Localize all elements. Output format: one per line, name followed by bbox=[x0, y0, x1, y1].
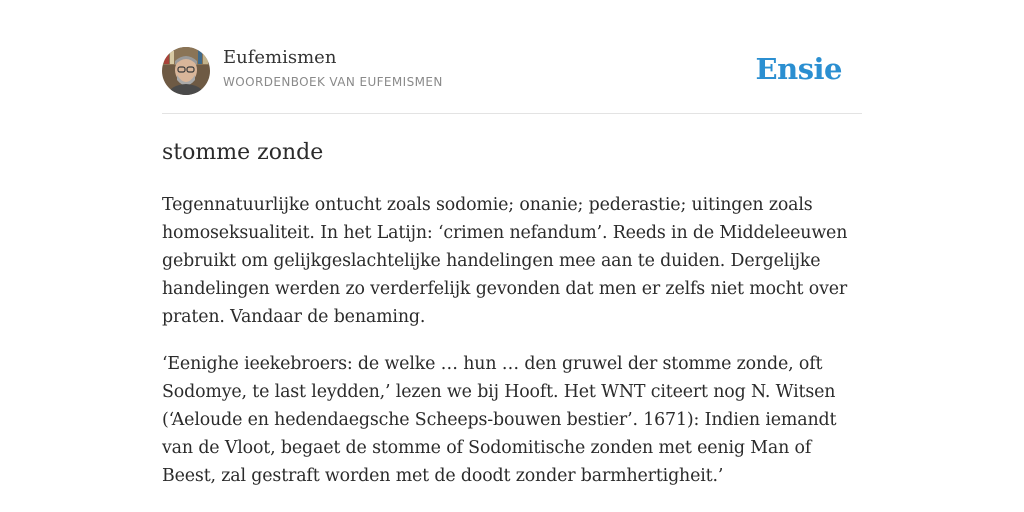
site-header bbox=[162, 46, 862, 96]
ensie-logo[interactable]: Ensie bbox=[755, 52, 842, 86]
author-portrait-icon bbox=[162, 47, 210, 95]
entry-term: stomme zonde bbox=[162, 140, 324, 165]
definition-paragraph: Tegennatuurlijke ontucht zoals sodomie; onanie; pederastie; uitingen zoals homoseksualiteit. In het Latijn: ‘crimen nefandum’. Reeds in de Middeleeuwen gebruikt om gelijkgeslachtelijke handelingen mee aan te duiden. Dergelijke handelingen werden zo verderfelijk gevonden dat men er zelfs niet mocht over praten. Vandaar de benaming. bbox=[162, 195, 848, 327]
author-avatar[interactable] bbox=[162, 47, 210, 95]
definition-paragraph: ‘Eenighe ieekebroers: de welke … hun … den gruwel der stomme zonde, oft Sodomye, te last leydden,’ lezen we bij Hooft. Het WNT citeert nog N. Witsen (‘Aeloude en hedendaegsche Scheeps-bouwen bestier’. 1671): Indien iemandt van de Vloot, begaet de stomme of Sodomitische zonden met eenig Man of Beest, zal gestraft worden met de doodt zonder barmhertigheit.’ bbox=[162, 354, 837, 486]
dictionary-subtitle[interactable]: WOORDENBOEK VAN EUFEMISMEN bbox=[223, 75, 443, 89]
header-divider bbox=[162, 113, 862, 114]
author-name[interactable]: Eufemismen bbox=[223, 47, 337, 68]
entry-definition bbox=[162, 191, 867, 509]
